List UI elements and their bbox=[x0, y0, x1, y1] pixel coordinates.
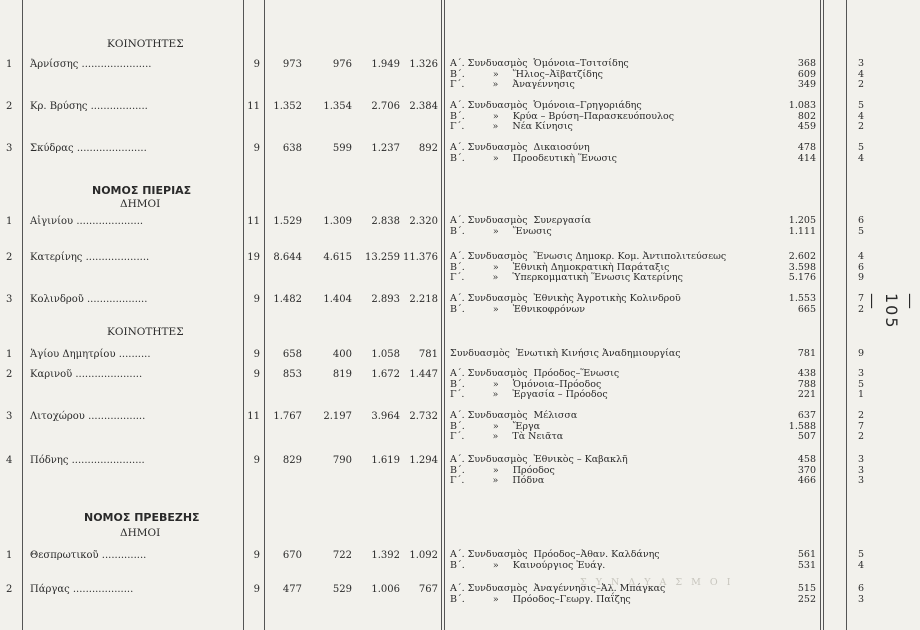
list-votes: 1.553 bbox=[788, 293, 816, 304]
votes-cast: 767 bbox=[418, 584, 438, 595]
list-votes: 2.602 bbox=[788, 251, 816, 262]
registered-voters-a: 670 bbox=[282, 550, 302, 561]
municipality-name: Κολινδροῦ ................... bbox=[30, 294, 148, 305]
list-name: Ἐνωτικὴ Κινήσις Ἀναδημιουργίας bbox=[515, 348, 681, 359]
registered-total: 13.259 bbox=[365, 252, 400, 263]
registered-voters-b: 722 bbox=[332, 550, 352, 561]
votes-cast: 2.732 bbox=[409, 411, 438, 422]
list-seats: 4 bbox=[857, 251, 864, 262]
list-votes: 458 bbox=[797, 454, 816, 465]
ditto-mark: » bbox=[492, 225, 499, 237]
leader-dots: .......... bbox=[115, 349, 151, 360]
council-seats: 11 bbox=[247, 101, 260, 112]
column-rule bbox=[243, 0, 244, 630]
leader-dots: .................. bbox=[84, 411, 146, 422]
list-name: Πρόοδος bbox=[512, 464, 555, 476]
party-list bbox=[450, 273, 683, 284]
list-votes: 1.111 bbox=[788, 225, 816, 237]
list-votes: 370 bbox=[797, 464, 816, 476]
registered-voters-b: 1.404 bbox=[323, 294, 352, 305]
list-votes: 1.083 bbox=[788, 100, 816, 111]
ditto-mark: » bbox=[492, 431, 499, 442]
votes-cast: 1.092 bbox=[409, 550, 438, 561]
list-label: Α΄. Συνδυασμὸς bbox=[450, 410, 528, 421]
list-seats: 3 bbox=[857, 58, 864, 69]
list-name: Πρόοδος–Ἕνωσις bbox=[533, 368, 620, 379]
council-seats: 9 bbox=[253, 59, 260, 70]
registered-voters-a: 1.352 bbox=[273, 101, 302, 112]
registered-total: 2.893 bbox=[371, 294, 400, 305]
party-list bbox=[450, 80, 575, 91]
votes-cast: 1.326 bbox=[409, 59, 438, 70]
list-votes: 414 bbox=[797, 152, 816, 164]
party-list bbox=[450, 476, 544, 487]
party-list bbox=[450, 561, 605, 572]
list-seats: 2 bbox=[857, 431, 864, 442]
list-seats: 4 bbox=[857, 68, 864, 80]
registered-voters-b: 819 bbox=[332, 369, 352, 380]
party-list bbox=[450, 550, 660, 561]
list-seats: 2 bbox=[857, 303, 864, 315]
municipality-name: Ἀρνίσσης ...................... bbox=[30, 59, 152, 70]
list-name: Ὁμόνοια–Γρηγοριάδης bbox=[533, 100, 642, 111]
list-name: Ἐθνικοφρόνων bbox=[512, 303, 585, 315]
list-label: Α΄. Συνδυασμὸς bbox=[450, 583, 528, 594]
leader-dots: ................... bbox=[69, 584, 134, 595]
votes-cast: 1.447 bbox=[409, 369, 438, 380]
list-name: Ἕνωσις bbox=[512, 225, 552, 237]
list-name: Συνεργασία bbox=[533, 215, 592, 226]
list-label: Β΄. bbox=[450, 261, 465, 273]
list-name: Προοδευτικὴ Ἕνωσις bbox=[512, 152, 618, 164]
votes-cast: 1.294 bbox=[409, 455, 438, 466]
row-number: 1 bbox=[6, 550, 13, 561]
list-name: Ἀναγέννησις bbox=[512, 79, 575, 90]
list-name: Ὁμόνοια–Πρόοδος bbox=[512, 378, 602, 390]
municipality-name: Κατερίνης .................... bbox=[30, 252, 150, 263]
leader-dots: ..................... bbox=[72, 369, 143, 380]
list-name: Νέα Κίνησις bbox=[512, 121, 573, 132]
page-number: — 105 — bbox=[863, 293, 920, 330]
list-label: Γ΄. bbox=[450, 79, 465, 90]
list-name: Τὰ Νειᾶτα bbox=[512, 431, 564, 442]
list-seats: 5 bbox=[857, 100, 864, 111]
list-votes: 788 bbox=[797, 378, 816, 390]
list-label: Β΄. bbox=[450, 110, 465, 122]
leader-dots: ....................... bbox=[68, 455, 145, 466]
party-list bbox=[450, 252, 726, 263]
municipality-name: Αἰγινίου ..................... bbox=[30, 216, 144, 227]
list-name: Μέλισσα bbox=[533, 410, 578, 421]
registered-total: 1.058 bbox=[371, 349, 400, 360]
registered-total: 2.838 bbox=[371, 216, 400, 227]
registered-voters-a: 973 bbox=[282, 59, 302, 70]
ditto-mark: » bbox=[492, 110, 499, 122]
list-votes: 1.205 bbox=[788, 215, 816, 226]
ditto-mark: » bbox=[492, 593, 499, 605]
list-label: Β΄. bbox=[450, 464, 465, 476]
votes-cast: 2.320 bbox=[409, 216, 438, 227]
registered-voters-a: 853 bbox=[282, 369, 302, 380]
registered-total: 1.949 bbox=[371, 59, 400, 70]
registered-voters-a: 1.529 bbox=[273, 216, 302, 227]
registered-total: 1.237 bbox=[371, 143, 400, 154]
list-seats: 6 bbox=[857, 261, 864, 273]
council-seats: 11 bbox=[247, 216, 260, 227]
ditto-mark: » bbox=[492, 261, 499, 273]
registered-voters-a: 1.482 bbox=[273, 294, 302, 305]
party-list bbox=[450, 122, 573, 133]
list-label: Γ΄. bbox=[450, 389, 465, 400]
registered-total: 1.619 bbox=[371, 455, 400, 466]
section-heading: ΝΟΜΟΣ ΠΡΕΒΕΖΗΣ bbox=[84, 511, 200, 524]
list-name: Ἥλιος–Ἀϊβατζίδης bbox=[512, 68, 603, 80]
list-name: Πρόοδος–Ἀθαν. Καλδάνης bbox=[533, 549, 660, 560]
registered-total: 1.006 bbox=[371, 584, 400, 595]
list-label: Γ΄. bbox=[450, 431, 465, 442]
list-label: Α΄. Συνδυασμὸς bbox=[450, 251, 528, 262]
party-list bbox=[450, 369, 619, 380]
council-seats: 9 bbox=[253, 455, 260, 466]
council-seats: 9 bbox=[253, 349, 260, 360]
column-rule bbox=[820, 0, 821, 630]
ditto-mark: » bbox=[492, 389, 499, 400]
ditto-mark: » bbox=[492, 559, 499, 571]
list-seats: 3 bbox=[857, 454, 864, 465]
council-seats: 9 bbox=[253, 369, 260, 380]
party-list bbox=[450, 595, 631, 606]
votes-cast: 2.218 bbox=[409, 294, 438, 305]
list-name: Ἐργασία – Πρόοδος bbox=[512, 389, 608, 400]
party-list bbox=[450, 390, 608, 401]
registered-voters-b: 790 bbox=[332, 455, 352, 466]
party-list bbox=[450, 455, 628, 466]
leader-dots: ................... bbox=[83, 294, 148, 305]
party-list bbox=[450, 216, 591, 227]
leader-dots: ..................... bbox=[73, 216, 144, 227]
list-name: Δικαιοσύνη bbox=[533, 142, 590, 153]
municipality-name: Πόδνης ....................... bbox=[30, 455, 145, 466]
list-votes: 781 bbox=[797, 348, 816, 359]
list-seats: 3 bbox=[857, 464, 864, 476]
registered-total: 1.392 bbox=[371, 550, 400, 561]
row-number: 3 bbox=[6, 294, 13, 305]
list-seats: 7 bbox=[857, 293, 864, 304]
list-label: Β΄. bbox=[450, 559, 465, 571]
list-votes: 802 bbox=[797, 110, 816, 122]
column-rule bbox=[444, 0, 445, 630]
list-name: Ἕνωσις Δημοκρ. Κομ. Ἀντιπολιτεύσεως bbox=[533, 251, 727, 262]
list-name: Ἐθνικὴ Δημοκρατικὴ Παράταξις bbox=[512, 261, 670, 273]
row-number: 2 bbox=[6, 101, 13, 112]
ditto-mark: » bbox=[492, 79, 499, 90]
section-heading: ΔΗΜΟΙ bbox=[120, 527, 161, 539]
list-votes: 438 bbox=[797, 368, 816, 379]
ditto-mark: » bbox=[492, 152, 499, 164]
list-votes: 368 bbox=[797, 58, 816, 69]
council-seats: 9 bbox=[253, 550, 260, 561]
row-number: 2 bbox=[6, 584, 13, 595]
list-label: Συνδυασμὸς bbox=[450, 348, 510, 359]
ditto-mark: » bbox=[492, 420, 499, 432]
list-seats: 4 bbox=[857, 152, 864, 164]
registered-total: 2.706 bbox=[371, 101, 400, 112]
registered-voters-b: 1.309 bbox=[323, 216, 352, 227]
registered-voters-b: 529 bbox=[332, 584, 352, 595]
section-heading: ΚΟΙΝΟΤΗΤΕΣ bbox=[107, 326, 184, 338]
ditto-mark: » bbox=[492, 121, 499, 132]
list-votes: 609 bbox=[797, 68, 816, 80]
bleed-through-heading: Σ Υ Ν Δ Υ Α Σ Μ Ο Ι bbox=[580, 577, 734, 588]
ditto-mark: » bbox=[492, 475, 499, 486]
leader-dots: ...................... bbox=[78, 59, 152, 70]
list-seats: 3 bbox=[857, 475, 864, 486]
registered-voters-b: 400 bbox=[332, 349, 352, 360]
registered-voters-a: 8.644 bbox=[273, 252, 302, 263]
votes-cast: 781 bbox=[418, 349, 438, 360]
list-name: Ἔργα bbox=[512, 420, 541, 432]
list-label: Β΄. bbox=[450, 593, 465, 605]
list-label: Β΄. bbox=[450, 420, 465, 432]
column-rule bbox=[441, 0, 442, 630]
registered-voters-a: 477 bbox=[282, 584, 302, 595]
list-seats: 2 bbox=[857, 410, 864, 421]
list-name: Καινούργιος Ἐυάγ. bbox=[512, 559, 606, 571]
council-seats: 11 bbox=[247, 411, 260, 422]
list-label: Α΄. Συνδυασμὸς bbox=[450, 58, 528, 69]
list-name: Ἐθνικὴς Ἀγροτικὴς Κολινδροῦ bbox=[533, 293, 681, 304]
list-label: Α΄. Συνδυασμὸς bbox=[450, 454, 528, 465]
ditto-mark: » bbox=[492, 68, 499, 80]
party-list bbox=[450, 349, 681, 360]
council-seats: 9 bbox=[253, 143, 260, 154]
list-name: Πρόοδος–Γεωργ. Παΐζης bbox=[512, 593, 631, 605]
registered-voters-b: 1.354 bbox=[323, 101, 352, 112]
ditto-mark: » bbox=[492, 464, 499, 476]
registered-voters-b: 976 bbox=[332, 59, 352, 70]
list-name: Ἀναγέννησις–Ἀλ. Μπάγκας bbox=[533, 583, 666, 594]
registered-voters-b: 4.615 bbox=[323, 252, 352, 263]
party-list bbox=[450, 411, 577, 422]
row-number: 4 bbox=[6, 455, 13, 466]
section-heading: ΔΗΜΟΙ bbox=[120, 198, 161, 210]
list-name: Ὑπερκομματικὴ Ἕνωσις Κατερίνης bbox=[512, 272, 683, 283]
ditto-mark: » bbox=[492, 303, 499, 315]
list-votes: 466 bbox=[797, 475, 816, 486]
registered-voters-a: 658 bbox=[282, 349, 302, 360]
list-name: Ἐθνικὸς – Καβακλῆ bbox=[533, 454, 628, 465]
list-seats: 3 bbox=[857, 593, 864, 605]
list-votes: 531 bbox=[797, 559, 816, 571]
party-list bbox=[450, 59, 629, 70]
ditto-mark: » bbox=[492, 378, 499, 390]
registered-voters-a: 829 bbox=[282, 455, 302, 466]
row-number: 3 bbox=[6, 143, 13, 154]
list-label: Β΄. bbox=[450, 152, 465, 164]
party-list bbox=[450, 305, 585, 316]
municipality-name: Λιτοχώρου .................. bbox=[30, 411, 146, 422]
section-heading: ΚΟΙΝΟΤΗΤΕΣ bbox=[107, 38, 184, 50]
council-seats: 19 bbox=[247, 252, 260, 263]
municipality-name: Ἁγίου Δημητρίου .......... bbox=[30, 349, 151, 360]
votes-cast: 2.384 bbox=[409, 101, 438, 112]
list-seats: 5 bbox=[857, 225, 864, 237]
list-seats: 7 bbox=[857, 420, 864, 432]
list-label: Α΄. Συνδυασμὸς bbox=[450, 100, 528, 111]
list-seats: 5 bbox=[857, 142, 864, 153]
registered-voters-a: 1.767 bbox=[273, 411, 302, 422]
list-label: Β΄. bbox=[450, 225, 465, 237]
list-seats: 6 bbox=[857, 583, 864, 594]
row-number: 1 bbox=[6, 59, 13, 70]
list-label: Α΄. Συνδυασμὸς bbox=[450, 142, 528, 153]
party-list bbox=[450, 154, 617, 165]
municipality-name: Θεσπρωτικοῦ .............. bbox=[30, 550, 147, 561]
council-seats: 9 bbox=[253, 294, 260, 305]
column-rule bbox=[823, 0, 824, 630]
municipality-name: Καρινοῦ ..................... bbox=[30, 369, 143, 380]
list-seats: 2 bbox=[857, 121, 864, 132]
leader-dots: .............. bbox=[98, 550, 147, 561]
list-seats: 9 bbox=[857, 348, 864, 359]
list-seats: 5 bbox=[857, 549, 864, 560]
list-seats: 1 bbox=[857, 389, 864, 400]
party-list bbox=[450, 432, 563, 443]
list-votes: 561 bbox=[797, 549, 816, 560]
column-rule bbox=[22, 0, 23, 630]
registered-total: 1.672 bbox=[371, 369, 400, 380]
list-votes: 665 bbox=[797, 303, 816, 315]
ditto-mark: » bbox=[492, 272, 499, 283]
leader-dots: ...................... bbox=[73, 143, 147, 154]
list-name: Κρύα – Βρύση–Παρασκευόπουλος bbox=[512, 110, 675, 122]
registered-total: 3.964 bbox=[371, 411, 400, 422]
list-votes: 459 bbox=[797, 121, 816, 132]
list-seats: 2 bbox=[857, 79, 864, 90]
list-label: Β΄. bbox=[450, 68, 465, 80]
registered-voters-b: 599 bbox=[332, 143, 352, 154]
list-name: Πόδνα bbox=[512, 475, 545, 486]
list-votes: 3.598 bbox=[788, 261, 816, 273]
list-votes: 252 bbox=[797, 593, 816, 605]
list-votes: 349 bbox=[797, 79, 816, 90]
party-list bbox=[450, 227, 552, 238]
municipality-name: Σκύδρας ...................... bbox=[30, 143, 147, 154]
list-label: Α΄. Συνδυασμὸς bbox=[450, 549, 528, 560]
list-label: Α΄. Συνδυασμὸς bbox=[450, 215, 528, 226]
party-list bbox=[450, 143, 590, 154]
registered-voters-a: 638 bbox=[282, 143, 302, 154]
list-seats: 5 bbox=[857, 378, 864, 390]
list-votes: 478 bbox=[797, 142, 816, 153]
leader-dots: .................... bbox=[82, 252, 150, 263]
list-votes: 637 bbox=[797, 410, 816, 421]
registered-voters-b: 2.197 bbox=[323, 411, 352, 422]
list-label: Γ΄. bbox=[450, 272, 465, 283]
column-rule bbox=[264, 0, 265, 630]
list-label: Γ΄. bbox=[450, 475, 465, 486]
municipality-name: Πάργας ................... bbox=[30, 584, 134, 595]
row-number: 2 bbox=[6, 252, 13, 263]
list-label: Α΄. Συνδυασμὸς bbox=[450, 293, 528, 304]
list-seats: 4 bbox=[857, 110, 864, 122]
list-label: Β΄. bbox=[450, 303, 465, 315]
party-list bbox=[450, 584, 665, 595]
row-number: 1 bbox=[6, 216, 13, 227]
list-seats: 9 bbox=[857, 272, 864, 283]
list-votes: 5.176 bbox=[788, 272, 816, 283]
list-label: Α΄. Συνδυασμὸς bbox=[450, 368, 528, 379]
list-label: Β΄. bbox=[450, 378, 465, 390]
list-seats: 6 bbox=[857, 215, 864, 226]
municipality-name: Κρ. Βρύσης .................. bbox=[30, 101, 148, 112]
list-seats: 3 bbox=[857, 368, 864, 379]
party-list bbox=[450, 294, 681, 305]
section-heading: ΝΟΜΟΣ ΠΙΕΡΙΑΣ bbox=[92, 184, 192, 197]
list-seats: 4 bbox=[857, 559, 864, 571]
votes-cast: 11.376 bbox=[403, 252, 438, 263]
council-seats: 9 bbox=[253, 584, 260, 595]
list-label: Γ΄. bbox=[450, 121, 465, 132]
row-number: 1 bbox=[6, 349, 13, 360]
list-votes: 507 bbox=[797, 431, 816, 442]
list-votes: 515 bbox=[797, 583, 816, 594]
column-rule bbox=[846, 0, 847, 630]
party-list bbox=[450, 101, 642, 112]
list-votes: 221 bbox=[797, 389, 816, 400]
votes-cast: 892 bbox=[418, 143, 438, 154]
list-votes: 1.588 bbox=[788, 420, 816, 432]
row-number: 2 bbox=[6, 369, 13, 380]
row-number: 3 bbox=[6, 411, 13, 422]
leader-dots: .................. bbox=[87, 101, 148, 112]
list-name: Ὁμόνοια–Τσιτσίδης bbox=[533, 58, 629, 69]
